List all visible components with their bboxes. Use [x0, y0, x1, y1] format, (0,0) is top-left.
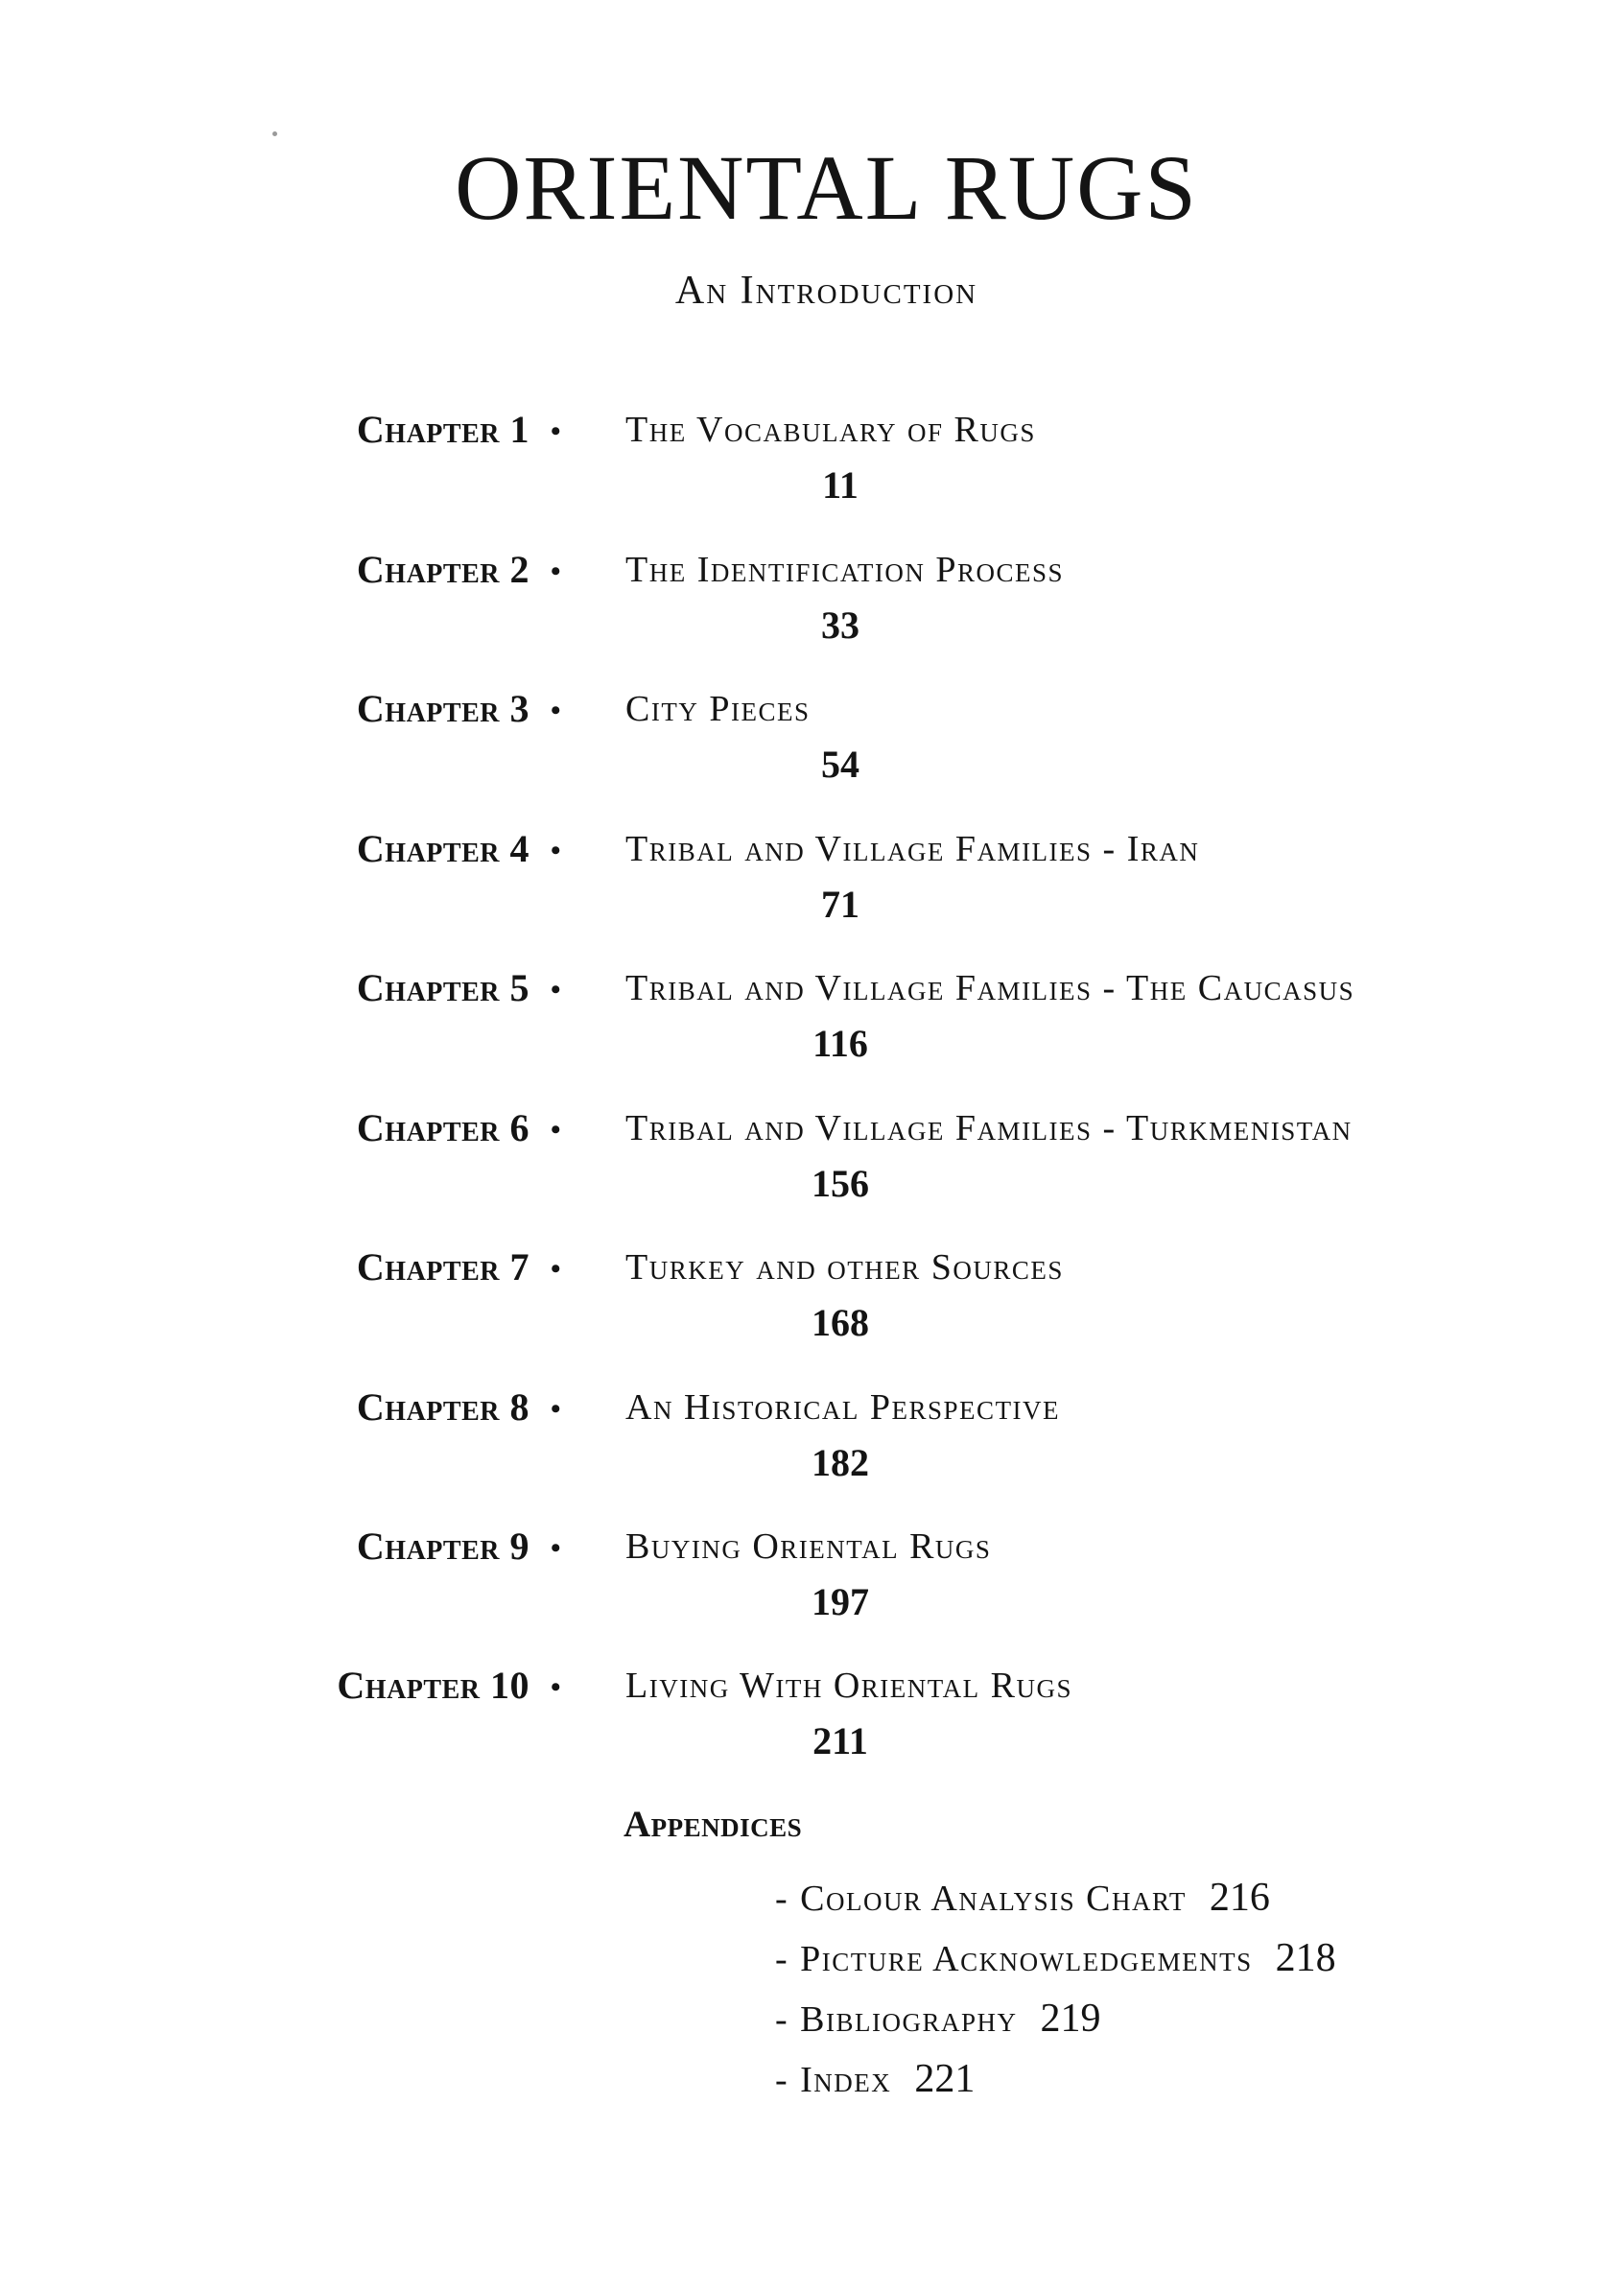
toc-chapter-row[interactable] — [0, 966, 1624, 1065]
chapter-page-number: 156 — [812, 1162, 869, 1205]
chapter-title: An Historical Perspective — [625, 1387, 1061, 1428]
chapter-page-number: 168 — [812, 1301, 869, 1344]
chapter-page-number: 54 — [821, 743, 859, 786]
toc-chapter-row[interactable] — [0, 687, 1624, 786]
chapter-title: City Pieces — [625, 689, 811, 729]
appendix-page-number: 216 — [1209, 1876, 1270, 1920]
bullet-icon: • — [550, 695, 561, 726]
appendix-title: Picture Acknowledgements — [800, 1939, 1253, 1979]
chapter-label: Chapter 8 • — [356, 1385, 561, 1429]
appendix-page-number: 221 — [914, 2057, 976, 2101]
chapter-title: Buying Oriental Rugs — [625, 1526, 992, 1567]
appendix-item[interactable] — [775, 1998, 1101, 2041]
chapter-page-number: 11 — [822, 463, 859, 507]
chapter-title: Tribal and Village Families - The Caucasus — [625, 968, 1355, 1008]
chapter-label: Chapter 2 • — [356, 548, 561, 591]
appendix-item[interactable] — [775, 1877, 1270, 1920]
chapter-page-number: 71 — [821, 883, 859, 926]
dash-icon: - — [775, 1999, 789, 2040]
appendix-page-number: 219 — [1040, 1997, 1101, 2041]
chapter-label: Chapter 10 • — [337, 1664, 561, 1707]
book-subtitle: An Introduction — [674, 269, 978, 313]
chapter-page-number: 116 — [812, 1022, 868, 1065]
chapter-title: Turkey and other Sources — [625, 1247, 1064, 1288]
appendix-title: Colour Analysis Chart — [800, 1879, 1187, 1919]
toc-chapter-row[interactable] — [0, 1664, 1624, 1762]
toc-chapter-row[interactable] — [0, 1525, 1624, 1623]
chapter-title: Tribal and Village Families - Turkmenistan — [625, 1108, 1353, 1148]
bullet-icon: • — [550, 415, 561, 447]
chapter-label: Chapter 1 • — [356, 408, 561, 451]
bullet-icon: • — [550, 974, 561, 1005]
appendix-item[interactable] — [775, 1937, 1336, 1980]
chapter-label: Chapter 4 • — [356, 827, 561, 870]
chapter-label: Chapter 5 • — [356, 966, 561, 1009]
chapter-label: Chapter 3 • — [356, 687, 561, 730]
bullet-icon: • — [550, 1393, 561, 1425]
toc-chapter-row[interactable] — [0, 1106, 1624, 1205]
chapter-title: Tribal and Village Families - Iran — [625, 829, 1200, 869]
dash-icon: - — [775, 1939, 789, 1979]
chapter-page-number: 197 — [812, 1580, 869, 1623]
bullet-icon: • — [550, 1114, 561, 1146]
bullet-icon: • — [550, 1532, 561, 1564]
bullet-icon: • — [550, 556, 561, 587]
bullet-icon: • — [550, 1671, 561, 1703]
chapter-title: Living With Oriental Rugs — [625, 1666, 1072, 1706]
chapter-title: The Vocabulary of Rugs — [625, 410, 1036, 450]
chapter-page-number: 33 — [821, 603, 859, 647]
appendix-title: Bibliography — [800, 1999, 1018, 2040]
dash-icon: - — [775, 1879, 789, 1919]
toc-chapter-row[interactable] — [0, 1245, 1624, 1344]
toc-chapter-row[interactable] — [0, 827, 1624, 926]
chapter-label: Chapter 7 • — [356, 1245, 561, 1288]
stray-dot-mark — [272, 131, 277, 136]
chapter-page-number: 211 — [812, 1719, 868, 1762]
appendix-page-number: 218 — [1275, 1936, 1336, 1980]
toc-chapter-row[interactable] — [0, 1385, 1624, 1484]
appendix-title: Index — [800, 2060, 892, 2100]
toc-chapter-row[interactable] — [0, 548, 1624, 647]
chapter-page-number: 182 — [812, 1441, 869, 1484]
chapter-title: The Identification Process — [625, 550, 1065, 590]
appendix-item[interactable] — [775, 2058, 975, 2101]
dash-icon: - — [775, 2060, 789, 2100]
chapter-label: Chapter 6 • — [356, 1106, 561, 1149]
appendices-heading: Appendices — [624, 1804, 803, 1845]
toc-chapter-row[interactable] — [0, 408, 1624, 507]
chapter-label: Chapter 9 • — [356, 1525, 561, 1568]
book-title: ORIENTAL RUGS — [455, 136, 1198, 239]
bullet-icon: • — [550, 1253, 561, 1285]
bullet-icon: • — [550, 835, 561, 866]
